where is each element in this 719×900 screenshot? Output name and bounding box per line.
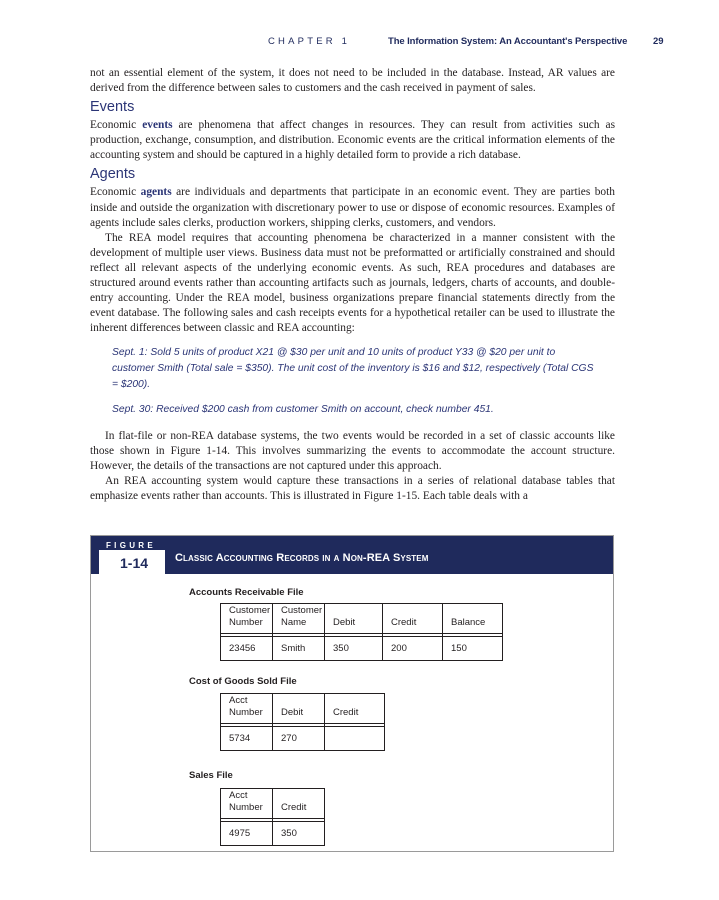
- events-paragraph: Economic events are phenomena that affect changes in resources. They can result from activities such as production, exchange, consumption, and distribution. Economic events are the critical information elements of the accounting system and should be captured in a highly detailed form to provide a rich database.: [90, 119, 616, 162]
- page-number: 29: [653, 36, 664, 47]
- table-header-cell: Credit: [325, 694, 385, 724]
- figure-number-box: [99, 550, 165, 574]
- rea-paragraph: The REA model requires that accounting phenomena be characterized in a manner consistent with the development of multiple user views. Business data must not be preformatted or artificially constrained and should reflect all relevant aspects of the underlying economic events. As such, REA procedures and databases are structured around events rather than accounting artifacts such as journals, ledgers, charts of accounts, and double-entry accounting. Under the REA model, business organizations prepare financial statements directly from the event database. The following sales and cash receipts events for a hypothetical retailer can be used to illustrate the inherent differences between classic and REA accounting:: [90, 231, 615, 335]
- table-row: [221, 637, 503, 661]
- table-cell: 200: [383, 637, 443, 661]
- table-row: [221, 727, 385, 751]
- body-text: [90, 66, 615, 504]
- ar-file-table: [220, 603, 503, 661]
- cgs-file-table: [220, 693, 385, 751]
- table-cell: 270: [273, 727, 325, 751]
- table-cell: 23456: [221, 637, 273, 661]
- table-cell: 350: [273, 822, 325, 846]
- table-header-row: [221, 604, 503, 634]
- events-term: events: [142, 119, 173, 132]
- events-heading: Events: [90, 99, 135, 116]
- figure-header-bar: [91, 536, 613, 574]
- table-header-cell: Debit: [325, 604, 383, 634]
- ar-file-title: Accounts Receivable File: [189, 587, 304, 598]
- table-header-cell: Balance: [443, 604, 503, 634]
- agents-heading: Agents: [90, 166, 136, 183]
- example-sept-30: Sept. 30: Received $200 cash from customer Smith on account, check number 451.: [112, 404, 494, 416]
- table-cell: 5734: [221, 727, 273, 751]
- chapter-title: The Information System: An Accountant's Perspective: [388, 36, 628, 47]
- table-header-cell: Credit: [383, 604, 443, 634]
- agents-paragraph: Economic agents are individuals and departments that participate in an economic event. They are parties both inside and outside the organization with discretionary power to use or dispose of economic resources. Examples of agents include sales clerks, production workers, shipping clerks, customers, and vendors.: [90, 186, 615, 229]
- cgs-file-title: Cost of Goods Sold File: [189, 676, 297, 687]
- figure-title: Classic Accounting Records in a Non-REA System: [175, 552, 429, 564]
- table-cell: [325, 727, 385, 751]
- table-header-row: [221, 789, 325, 819]
- table-cell: 350: [325, 637, 383, 661]
- sales-file-table: [220, 788, 325, 846]
- figure-number: 1-14: [120, 555, 149, 571]
- agents-term: agents: [140, 186, 172, 199]
- table-header-cell: Acct Number: [221, 789, 273, 819]
- flat-file-paragraph: In flat-file or non-REA database systems, the two events would be recorded in a set of classic accounts like those shown in Figure 1-14. This involves summarizing the events to accommodate the account structure. However, the details of the transactions are not captured under this approach.: [90, 429, 615, 472]
- table-header-cell: Credit: [273, 789, 325, 819]
- table-cell: Smith: [273, 637, 325, 661]
- table-cell: 4975: [221, 822, 273, 846]
- figure-1-14: [90, 535, 614, 852]
- table-header-cell: Customer Name: [273, 604, 325, 634]
- sales-file-title: Sales File: [189, 770, 233, 781]
- running-head: [0, 36, 719, 50]
- figure-label: FIGURE: [106, 541, 157, 550]
- table-header-cell: Debit: [273, 694, 325, 724]
- table-cell: 150: [443, 637, 503, 661]
- example-sept-1: Sept. 1: Sold 5 units of product X21 @ $30 per unit and 10 units of product Y33 @ $20 per unit to customer Smith (Total sale = $350). The unit cost of the inventory is $16 and $12, respectively (Total CGS = $200).: [112, 347, 594, 390]
- table-header-cell: Customer Number: [221, 604, 273, 634]
- table-row: [221, 822, 325, 846]
- table-header-cell: Acct Number: [221, 694, 273, 724]
- rea-system-paragraph: An REA accounting system would capture these transactions in a series of relational database tables that emphasize events rather than accounts. This is illustrated in Figure 1-15. Each table deals with a: [90, 475, 615, 503]
- chapter-label: CHAPTER 1: [268, 36, 351, 47]
- table-header-row: [221, 694, 385, 724]
- intro-paragraph: not an essential element of the system, it does not need to be included in the database. Instead, AR values are derived from the difference between sales to customers and the cash received in payment of sales.: [90, 67, 615, 95]
